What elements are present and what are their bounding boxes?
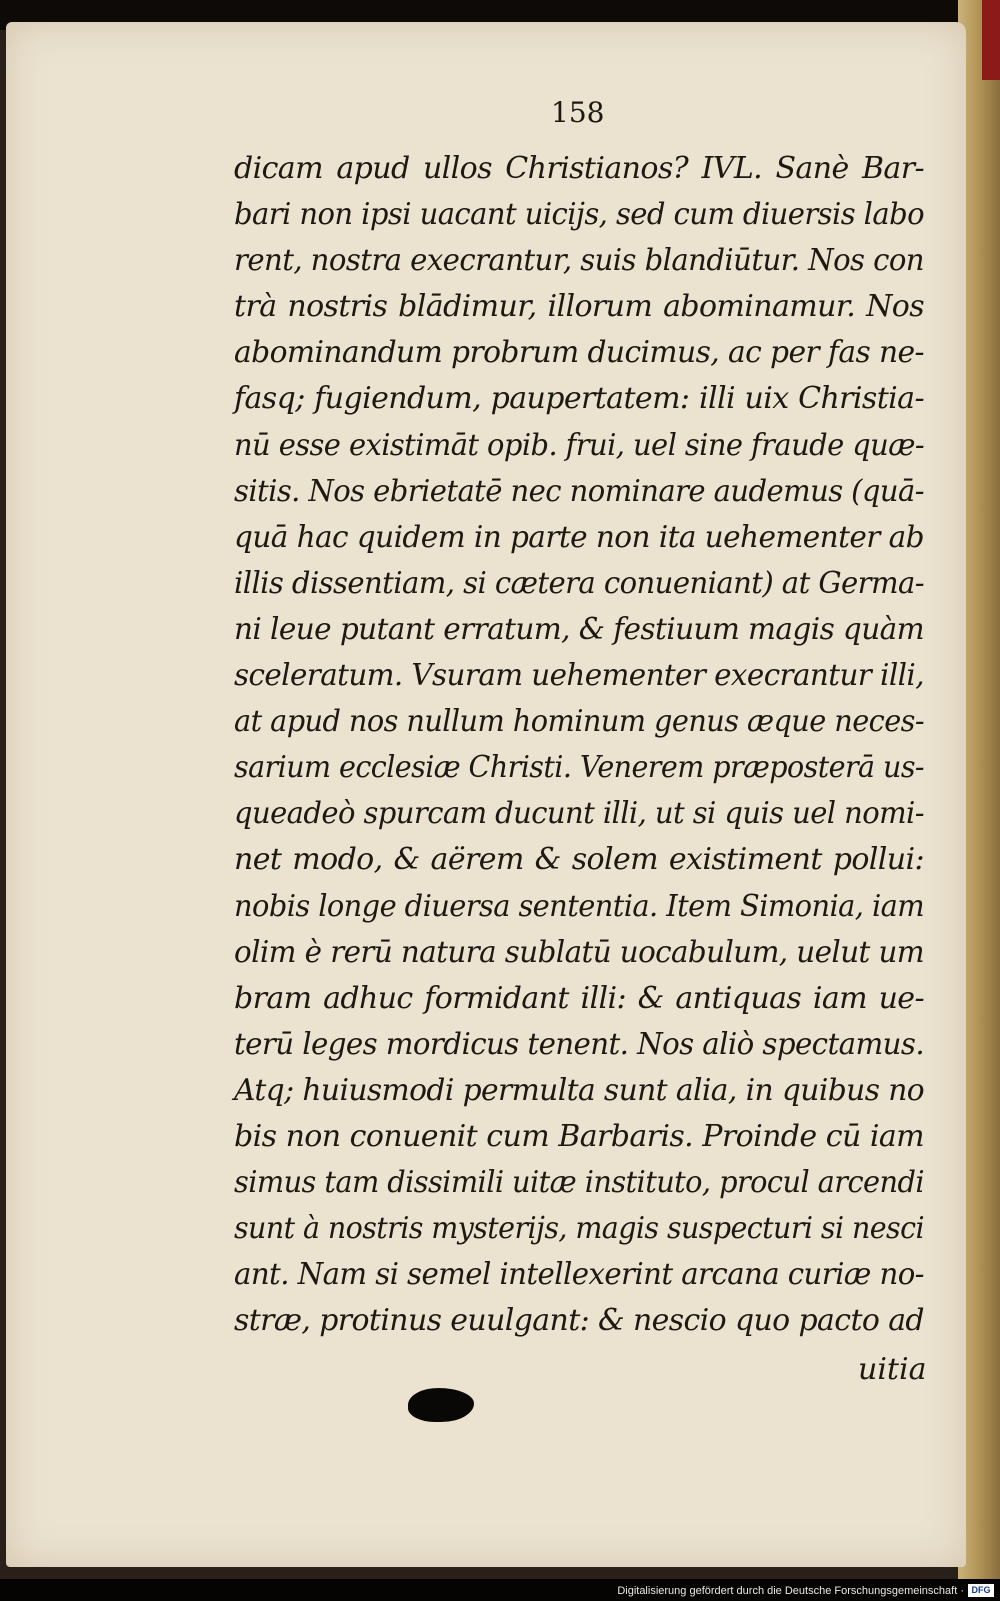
book-page <box>6 22 966 1567</box>
ink-blot <box>408 1388 474 1422</box>
text-line: illis dissentiam, si cætera conueniant) at Germa- <box>234 565 925 601</box>
text-line: net modo, & aërem & solem existiment pollui: <box>234 842 924 878</box>
text-line: bram adhuc formidant illi: & antiquas iam ue- <box>234 980 924 1016</box>
text-line: bari non ipsi uacant uicijs, sed cum diuersis labo <box>234 197 925 233</box>
text-line: bis non conuenit cum Barbaris. Proinde cū iam <box>234 1118 924 1154</box>
text-line: quā hac quidem in parte non ita uehementer ab <box>234 519 924 555</box>
text-line: simus tam dissimili uitæ instituto, procul arcendi <box>234 1165 924 1201</box>
text-line: nū esse existimāt opib. frui, uel sine fraude quæ- <box>234 427 925 463</box>
text-line: Atq; huiusmodi permulta sunt alia, in quibus no <box>234 1072 925 1108</box>
catchword: uitia <box>858 1352 927 1387</box>
text-line: fasq; fugiendum, paupertatem: illi uix Christia- <box>234 381 924 417</box>
page-number: 158 <box>551 96 605 129</box>
text-line: queadeò spurcam ducunt illi, ut si quis uel nomi- <box>234 796 924 832</box>
text-line: trà nostris blādimur, illorum abominamur. Nos <box>234 289 924 325</box>
text-line: sarium ecclesiæ Christi. Venerem præposterā us- <box>234 750 925 786</box>
text-line: stræ, protinus euulgant: & nescio quo pacto ad <box>234 1303 924 1339</box>
text-line: ant. Nam si semel intellexerint arcana curiæ no- <box>234 1257 924 1293</box>
text-line: sitis. Nos ebrietatē nec nominare audemus (quā- <box>234 473 925 509</box>
spine-mark <box>982 0 1000 80</box>
text-line: olim è rerū natura sublatū uocabulum, uelut um <box>234 934 925 970</box>
text-line: sunt à nostris mysterijs, magis suspecturi si nesci <box>234 1211 925 1247</box>
text-line: rent, nostra execrantur, suis blandiūtur. Nos con <box>234 243 924 279</box>
text-line: sceleratum. Vsuram uehementer execrantur illi, <box>234 658 925 694</box>
footer-credit: Digitalisierung gefördert durch die Deutsche Forschungsgemeinschaft · <box>617 1585 964 1597</box>
text-line: nobis longe diuersa sententia. Item Simonia, iam <box>234 888 925 924</box>
page-text <box>234 146 924 1344</box>
text-line: at apud nos nullum hominum genus æque neces- <box>234 704 925 740</box>
dfg-logo-icon: DFG <box>968 1584 994 1597</box>
text-line: abominandum probrum ducimus, ac per fas ne- <box>234 335 924 371</box>
footer-bar <box>0 1579 1000 1601</box>
text-line: ni leue putant erratum, & festiuum magis quàm <box>234 611 924 647</box>
text-line: terū leges mordicus tenent. Nos aliò spectamus. <box>234 1026 925 1062</box>
text-line: dicam apud ullos Christianos? IVL. Sanè Bar- <box>234 151 924 186</box>
